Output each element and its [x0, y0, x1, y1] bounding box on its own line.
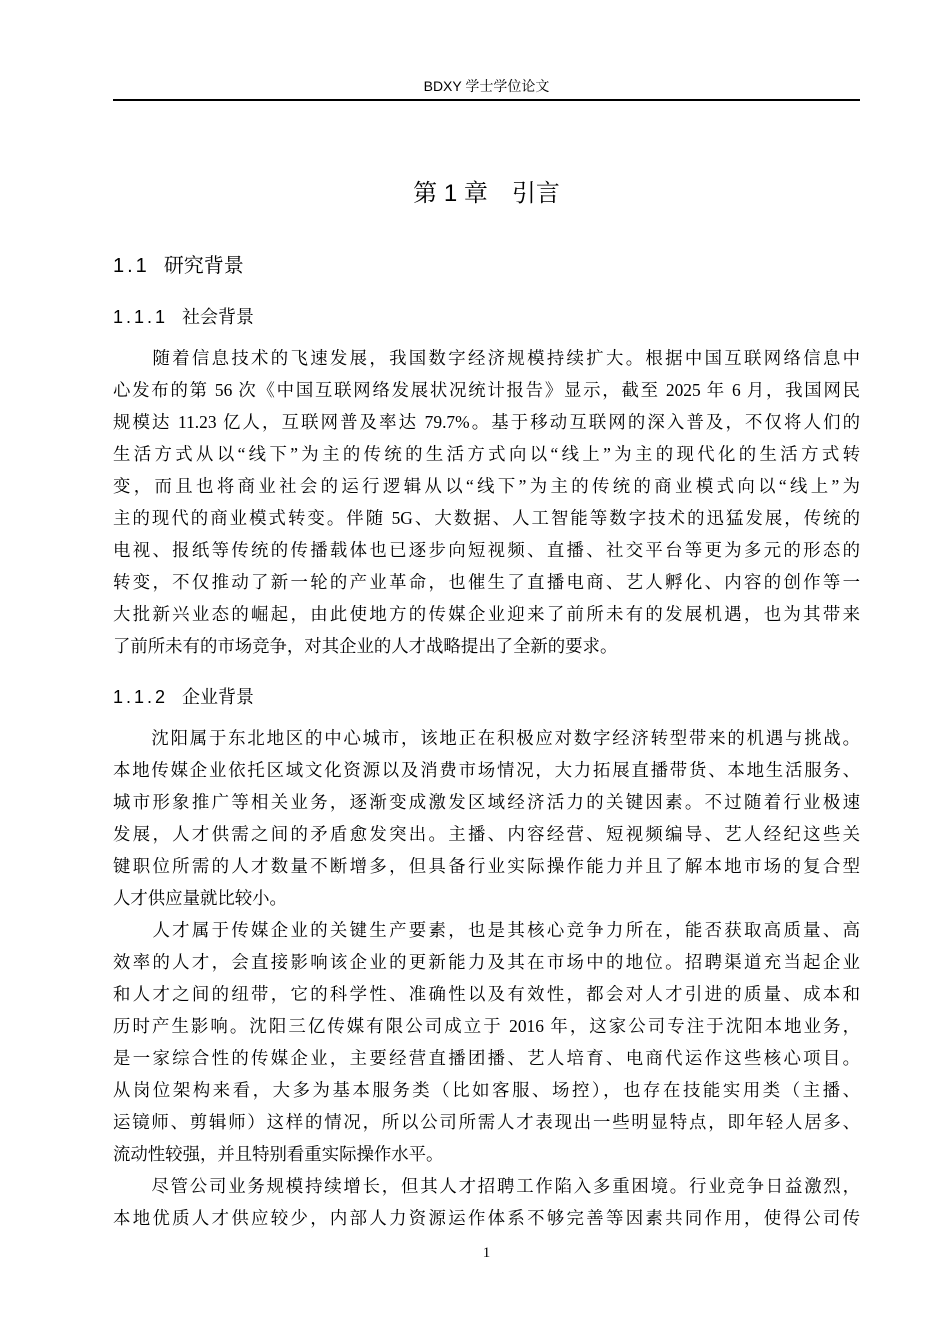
text-line: 心发布的第 56 次《中国互联网络发展状况统计报告》显示，截至 2025 年 6 月，我国网民	[113, 380, 860, 400]
text-line: 沈阳属于东北地区的中心城市，该地正在积极应对数字经济转型带来的机遇与挑战。	[113, 728, 860, 748]
page-number: 1	[482, 1245, 491, 1261]
text-line: 流动性较强，并且特别看重实际操作水平。	[113, 1144, 444, 1164]
text-line: 大批新兴业态的崛起，由此使地方的传媒企业迎来了前所未有的发展机遇，也为其带来	[113, 604, 860, 624]
text-line: 随着信息技术的飞速发展，我国数字经济规模持续扩大。根据中国互联网络信息中	[113, 348, 860, 368]
section-title: 研究背景	[163, 255, 244, 277]
paragraph-enterprise-background-1	[113, 722, 860, 914]
chapter-title: 第 1 章 引言	[413, 180, 560, 207]
text-line: 主的现代的商业模式转变。伴随 5G、大数据、人工智能等数字技术的迅猛发展，传统的	[113, 508, 860, 528]
text-line: 生活方式从以“线下”为主的传统的生活方式向以“线上”为主的现代化的生活方式转	[113, 444, 860, 464]
section-heading	[113, 252, 244, 280]
subsection-heading-enterprise	[113, 684, 254, 710]
text-line: 是一家综合性的传媒企业，主要经营直播团播、艺人培育、电商代运作这些核心项目。	[113, 1048, 860, 1068]
text-line: 变，而且也将商业社会的运行逻辑从以“线下”为主的传统的商业模式向以“线上”为	[113, 476, 860, 496]
text-line: 发展，人才供需之间的矛盾愈发突出。主播、内容经营、短视频编导、艺人经纪这些关	[113, 824, 860, 844]
paragraph-enterprise-background-3	[113, 1170, 860, 1234]
section-number: 1.1	[113, 255, 150, 277]
header-divider	[113, 99, 860, 101]
text-line: 尽管公司业务规模持续增长，但其人才招聘工作陷入多重困境。行业竞争日益激烈，	[113, 1176, 860, 1196]
text-line: 转变，不仅推动了新一轮的产业革命，也催生了直播电商、艺人孵化、内容的创作等一	[113, 572, 860, 592]
text-line: 本地优质人才供应较少，内部人力资源运作体系不够完善等因素共同作用，使得公司传	[113, 1208, 860, 1228]
text-line: 从岗位架构来看，大多为基本服务类（比如客服、场控），也存在技能实用类（主播、	[113, 1080, 860, 1100]
text-line: 人才属于传媒企业的关键生产要素，也是其核心竞争力所在，能否获取高质量、高	[113, 920, 860, 940]
text-line: 本地传媒企业依托区域文化资源以及消费市场情况，大力拓展直播带货、本地生活服务、	[113, 760, 860, 780]
text-line: 历时产生影响。沈阳三亿传媒有限公司成立于 2016 年，这家公司专注于沈阳本地业务，	[113, 1016, 860, 1036]
text-line: 城市形象推广等相关业务，逐渐变成激发区域经济活力的关键因素。不过随着行业极速	[113, 792, 860, 812]
subsection-title: 企业背景	[182, 687, 255, 707]
subsection-number: 1.1.1	[113, 307, 169, 327]
text-line: 和人才之间的纽带，它的科学性、准确性以及有效性，都会对人才引进的质量、成本和	[113, 984, 860, 1004]
text-line: 了前所未有的市场竞争，对其企业的人才战略提出了全新的要求。	[113, 636, 618, 656]
running-header: BDXY 学士学位论文	[423, 78, 550, 94]
subsection-title: 社会背景	[182, 307, 255, 327]
text-line: 效率的人才，会直接影响该企业的更新能力及其在市场中的地位。招聘渠道充当起企业	[113, 952, 860, 972]
text-line: 运镜师、剪辑师）这样的情况，所以公司所需人才表现出一些明显特点，即年轻人居多、	[113, 1112, 860, 1132]
subsection-number: 1.1.2	[113, 687, 169, 707]
paragraph-social-background	[113, 342, 860, 662]
subsection-heading-social	[113, 304, 254, 330]
text-line: 人才供应量就比较小。	[113, 888, 287, 908]
paragraph-enterprise-background-2	[113, 914, 860, 1170]
text-line: 键职位所需的人才数量不断增多，但具备行业实际操作能力并且了解本地市场的复合型	[113, 856, 860, 876]
text-line: 电视、报纸等传统的传播载体也已逐步向短视频、直播、社交平台等更为多元的形态的	[113, 540, 860, 560]
text-line: 规模达 11.23 亿人，互联网普及率达 79.7%。基于移动互联网的深入普及，不仅将人们的	[113, 412, 860, 432]
